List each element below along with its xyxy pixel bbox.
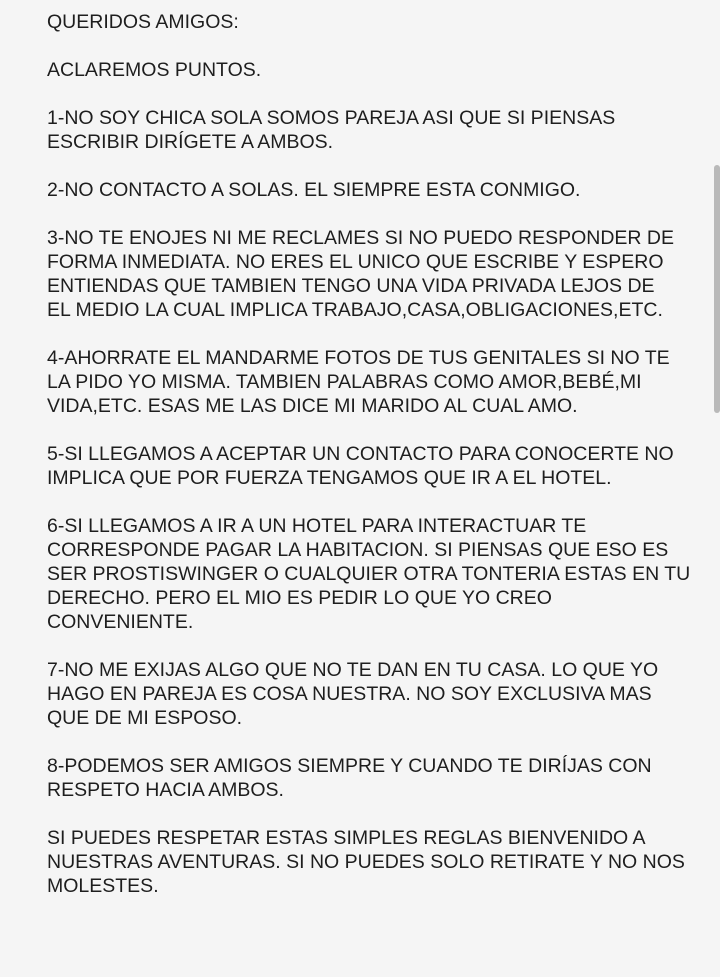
greeting: QUERIDOS AMIGOS: bbox=[47, 11, 239, 33]
rule-4: 4-AHORRATE EL MANDARME FOTOS DE TUS GENITALES SI NO TE LA PIDO YO MISMA. TAMBIEN PALABRAS COMO AMOR,BEBÉ,MI VIDA,ETC. ESAS ME LAS DICE MI MARIDO AL CUAL AMO. bbox=[47, 347, 670, 417]
rule-2: 2-NO CONTACTO A SOLAS. EL SIEMPRE ESTA CONMIGO. bbox=[47, 179, 581, 201]
vertical-scrollbar[interactable] bbox=[714, 165, 720, 413]
rule-8: 8-PODEMOS SER AMIGOS SIEMPRE Y CUANDO TE DIRÍJAS CON RESPETO HACIA AMBOS. bbox=[47, 755, 652, 801]
rule-6: 6-SI LLEGAMOS A IR A UN HOTEL PARA INTERACTUAR TE CORRESPONDE PAGAR LA HABITACION. SI PIENSAS QUE ESO ES SER PROSTISWINGER O CUALQUIER OTRA TONTERIA ESTAS EN TU DERECHO. PERO EL MIO ES PEDIR LO QUE YO CREO CONVENIENTE. bbox=[47, 515, 691, 633]
rule-1: 1-NO SOY CHICA SOLA SOMOS PAREJA ASI QUE SI PIENSAS ESCRIBIR DIRÍGETE A AMBOS. bbox=[47, 107, 616, 153]
intro-line: ACLAREMOS PUNTOS. bbox=[47, 59, 262, 81]
closing-paragraph: SI PUEDES RESPETAR ESTAS SIMPLES REGLAS BIENVENIDO A NUESTRAS AVENTURAS. SI NO PUEDES SOLO RETIRATE Y NO NOS MOLESTES. bbox=[47, 827, 685, 897]
rule-3: 3-NO TE ENOJES NI ME RECLAMES SI NO PUEDO RESPONDER DE FORMA INMEDIATA. NO ERES EL UNICO QUE ESCRIBE Y ESPERO ENTIENDAS QUE TAMBIEN TENGO UNA VIDA PRIVADA LEJOS DE EL MEDIO LA CUAL IMPLICA TRABAJO,CASA,OBLIGACIONES,ETC. bbox=[47, 227, 675, 321]
rule-5: 5-SI LLEGAMOS A ACEPTAR UN CONTACTO PARA CONOCERTE NO IMPLICA QUE POR FUERZA TENGAMOS QUE IR A EL HOTEL. bbox=[47, 443, 674, 489]
note-text-area[interactable] bbox=[47, 10, 697, 922]
rule-7: 7-NO ME EXIJAS ALGO QUE NO TE DAN EN TU CASA. LO QUE YO HAGO EN PAREJA ES COSA NUESTRA. NO SOY EXCLUSIVA MAS QUE DE MI ESPOSO. bbox=[47, 659, 659, 729]
